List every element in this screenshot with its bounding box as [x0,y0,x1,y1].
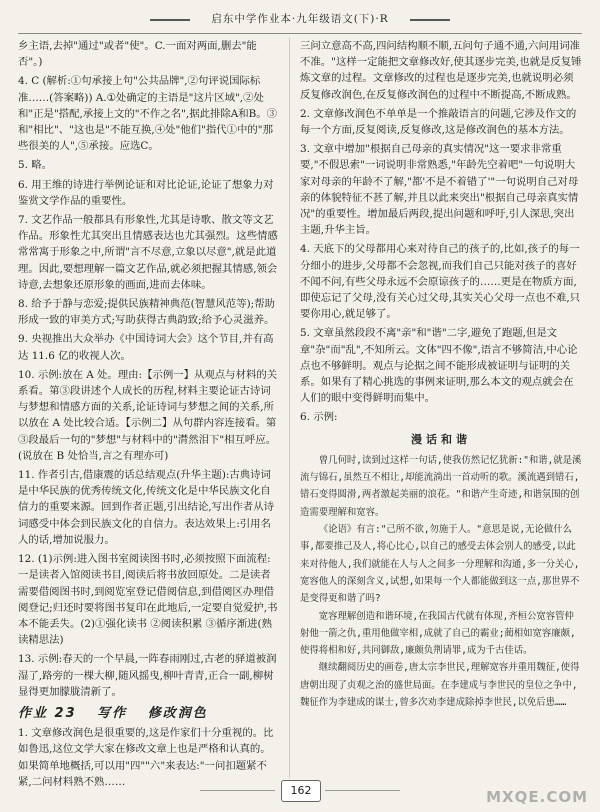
answer-item: 10. 示例:放在 A 处。理由:【示例一】从观点与材料的关系看。第③段讲述个人成长的历程,材料主要论证古诗词与梦想和情感方面的关系,论证诗词与梦想之间的关系,所以放在 A 处比较合适。【示例二】从句群内容连接看。第③段最后一句的"梦想"与材料中的"潸然泪下"相互呼应。(说放在 B 处恰当,言之有理亦可) [18,368,278,462]
answer-item: 2. 文章修改润色不单单是一个推敲语言的问题,它涉及作文的每一个方面,反复阅读,反复修改,这是修改润色的基本方法。 [300,107,577,137]
answer-item: 三问立意高不高,四问结构顺不顺,五问句子通不通,六问用词准不准。"这样一定能把文章修改好,使其逐步完美,也就是反复锤炼文章的过程。文章修改的过程也是逐步完美,也就说明必须反复修改润色,在反复修改润色的过程中不断提高,不断成熟。 [300,40,582,101]
answer-item: 13. 示例:春天的一个早晨,一阵春雨刚过,古老的驿道被润湿了,路旁的一棵大柳,随风摇曳,柳叶青青,正合一副,柳树显得更加朦胧清新了。 [18,653,277,698]
essay-paragraph: 《论语》有言:"己所不欲,勿施于人。"意思是说,无论做什么事,都要推己及人,将心比心,以自己的感受去体会别人的感受,以此来对待他人,我们就能在人与人之间多一分理解和沟通,多一分关心,宽容他人的深刻含义,试想,如果每一个人都能做到这一点,那世界不是变得更和谐了吗? [300,524,580,605]
answer-item: 11. 作者引古,借康震的话总结观点(升华主题):古典诗词是中华民族的优秀传统文化,传统文化是中华民族文化自信力的重要来源。回到作者正题,引出结论,写出作者从诗词感受中体会到民族文化的自信力。表达效果上:引用名人的话,增加说服力。 [18,469,274,546]
answer-item: 5. 文章虽然段段不离"亲"和"谐"二字,避免了跑题,但是文章"杂"而"乱",不知所云。文体"四不像",语言不够简洁,中心论点也不够鲜明。观点与论据之间不能形成被证明与证明的关系。如果有了精心挑选的事例来证明,那么本文的观点就会在人们的眼中变得鲜明而集中。 [300,327,578,405]
answer-item: 6. 用王维的诗进行举例论证和对比论证,论证了想象力对鉴赏文学作品的重要性。 [18,178,274,207]
essay-paragraph: 曾几何时,读到过这样一句话,使我仿然记忆犹新:"和谐,就是溪流与锦石,虽然互不相让,却能流淌出一首动听的歌。溪流遇到错石,错石变得圆滑,两者激起美丽的浪花。"和谐产生奇迹,和谐氛围的创造需要理解和宽容。 [300,454,582,518]
page-header [0,6,600,32]
header-title: 启东中学作业本·九年级语文(下)·R [211,13,389,25]
answer-item: 1. 文章修改润色是很重要的,这是作家们十分重视的。比如鲁迅,这位文学大家在修改文章上也是严格和认真的。如果简单地概括,可以用"四""六"来表达:"一问扣题紧不紧,二问材料熟不熟…… [18,727,274,788]
essay-paragraph: 宽容理解创造和谐环境,在我国古代就有体现,齐桓公宽容管仲射他一箭之仇,重用他做宰相,成就了自己的霸业;蔺相如宽容廉颇,使得将相和好,共同御敌,廉颇负荆请罪,成为千古佳话。 [300,610,576,657]
answer-item: 6. 示例: [300,411,338,424]
sample-essay [300,452,582,711]
watermark [480,766,590,806]
footer-line-right [325,790,400,791]
column-divider [289,38,290,778]
header-decoration-left [150,19,190,21]
answer-item: 3. 文章中增加"根据自己母亲的真实情况"这一要求非常重要,"不假思索"一词说明非常熟悉,"年龄先空着吧"一句说明大家对母亲的年龄不了解,"都'不是不着错了'"一句说明自己对母亲的体貌特征不甚了解,并且以此来突出"根据自己母亲真实情况"的重要性。增加最后两段,提出问题和呼吁,引人深思,突出主题,升华主旨。 [300,143,579,237]
answer-item: 12. (1)示例:进入图书室阅读图书时,必须按照下面流程:一是读者入馆阅读书目,阅读后将书放回原处。二是读者需要借阅图书时,到阅览室登记借阅信息,到借阅区办理借阅登记;归还时要将图书复印在此地后,一定要自觉爱护,书本不能丢失。(2)①强化读书 ②阅读积累 ③循序渐进(熟读精思法) [18,553,278,647]
answer-item: 7. 文艺作品一般都具有形象性,尤其是诗歌、散文等文艺作品。形象性尤其突出且情感表达也尤其强烈。这些情感常常寓于形象之中,所谓"言不尽意,立象以尽意",就是此道理。因此,要想理解一篇文艺作品,就必须把握其情感,领会诗意,去想象还原形象的画面,进而去体味。 [18,214,278,291]
watermark-text: MXQE.COM [486,788,588,806]
answer-item: 9. 央视推出大众举办《中国诗词大会》这个节目,并有高达 11.6 亿的收视人次。 [18,333,274,362]
left-column [18,38,280,793]
section-label: 作业 23 [18,705,77,721]
header-decoration-right [410,19,450,21]
section-kind: 写作 [97,705,128,721]
essay-paragraph: 继续翻阅历史的画卷,唐太宗李世民,理解宽容并重用魏征,使得唐朝出现了贞观之治的盛世局面。在李建成与李世民的皇位之争中,魏征作为李建成的谋士,曾多次劝李建成除掉李世民,以免后患…… [300,662,580,709]
footer-line-left [200,790,275,791]
right-column [300,38,582,711]
answer-item: 5. 略。 [18,159,52,172]
answer-item: 4. C (解析:①句承接上句"公共品牌",②句评说国际标准……(答案略)) A.①处确定的主语是"这片区域",②处和"正是"搭配,承接上文的"不作之名",据此排除A和B。③和"相比"、"这也是"不能互换,④处"他们"指代①中的"那些很美的人",⑤承接。应选C。 [18,75,278,153]
page-number: 162 [281,780,321,802]
essay-title: 漫话和谐 [411,432,471,446]
answer-item: 8. 给予于静与恋爱;提供民族精神典范(智慧风范等);帮助形成一致的审美方式;写助获得古典韵致;给予心灵滋养。 [18,298,275,327]
section-topic: 修改润色 [147,705,208,721]
header-rule [18,33,582,34]
answer-item: 4. 天底下的父母都用心来对待自己的孩子的,比如,孩子的每一分细小的进步,父母都不会忽视,而我们自己只能对孩子的喜好不闻不问,有些父母永远不会原谅孩子的……更是在物质方面,即使忘记了父母,没有关心过父母,其实关心父母一点也不难,只要你用心,就足够了。 [300,243,581,321]
section-heading [18,706,280,722]
answer-item: 乡主语,去掉"通过"或者"使"。C.一面对两面,删去"能否"。) [18,40,257,69]
